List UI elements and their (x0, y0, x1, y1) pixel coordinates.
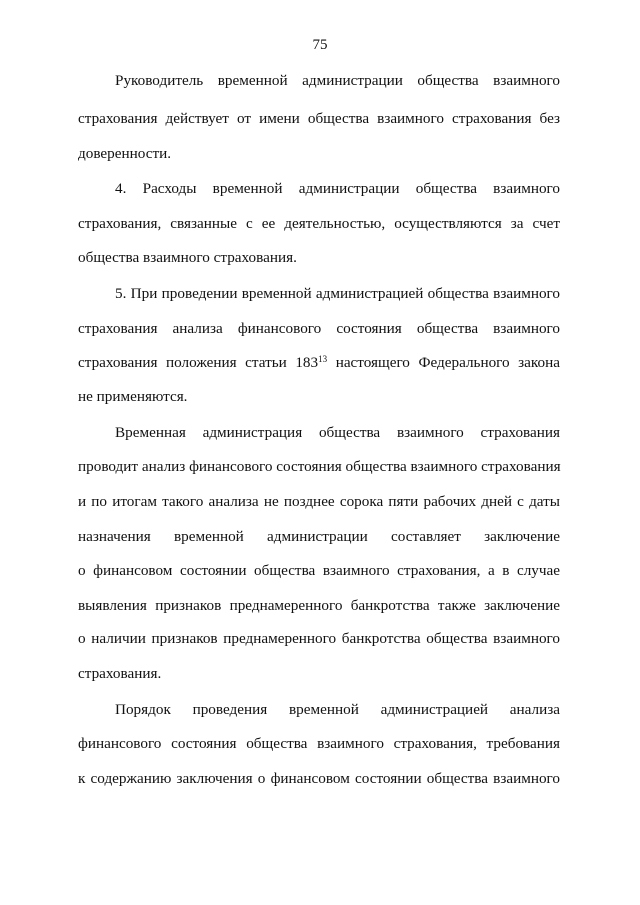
paragraph-4-line-5: о финансовом состоянии общества взаимного страхования, а в случае (78, 562, 560, 579)
line-text-after-superscript: настоящего Федерального закона (327, 354, 560, 371)
paragraph-5-line-1: Порядок проведения временной администрацией анализа (115, 701, 560, 718)
paragraph-1-line-2: страхования действует от имени общества взаимного страхования без (78, 110, 560, 127)
article-superscript: 13 (318, 354, 328, 364)
paragraph-1-line-1: Руководитель временной администрации общества взаимного (115, 72, 560, 89)
paragraph-4-line-4: назначения временной администрации составляет заключение (78, 528, 560, 545)
paragraph-2-line-1: 4. Расходы временной администрации общества взаимного (115, 180, 560, 197)
page-number: 75 (312, 37, 328, 53)
paragraph-5-line-2: финансового состояния общества взаимного страхования, требования (78, 735, 560, 752)
paragraph-3-line-2: страхования анализа финансового состояния общества взаимного (78, 320, 560, 337)
paragraph-5-line-3: к содержанию заключения о финансовом состоянии общества взаимного (78, 770, 560, 787)
paragraph-4-line-3: и по итогам такого анализа не позднее сорока пяти рабочих дней с даты (78, 493, 560, 510)
paragraph-4-line-6: выявления признаков преднамеренного банкротства также заключение (78, 597, 560, 614)
paragraph-3-line-4: не применяются. (78, 388, 188, 405)
paragraph-2-line-3: общества взаимного страхования. (78, 249, 297, 266)
paragraph-3-line-1: 5. При проведении временной администрацией общества взаимного (115, 285, 560, 302)
paragraph-4-line-2: проводит анализ финансового состояния общества взаимного страхования (78, 458, 561, 475)
paragraph-2-line-2: страхования, связанные с ее деятельностью, осуществляются за счет (78, 215, 560, 232)
paragraph-4-line-7: о наличии признаков преднамеренного банкротства общества взаимного (78, 630, 560, 647)
paragraph-1-line-3: доверенности. (78, 145, 172, 162)
paragraph-4-line-8: страхования. (78, 665, 162, 682)
paragraph-4-line-1: Временная администрация общества взаимного страхования (115, 424, 560, 441)
line-text-before-superscript: страхования положения статьи 183 (78, 354, 319, 371)
paragraph-3-line-3 (78, 354, 560, 372)
